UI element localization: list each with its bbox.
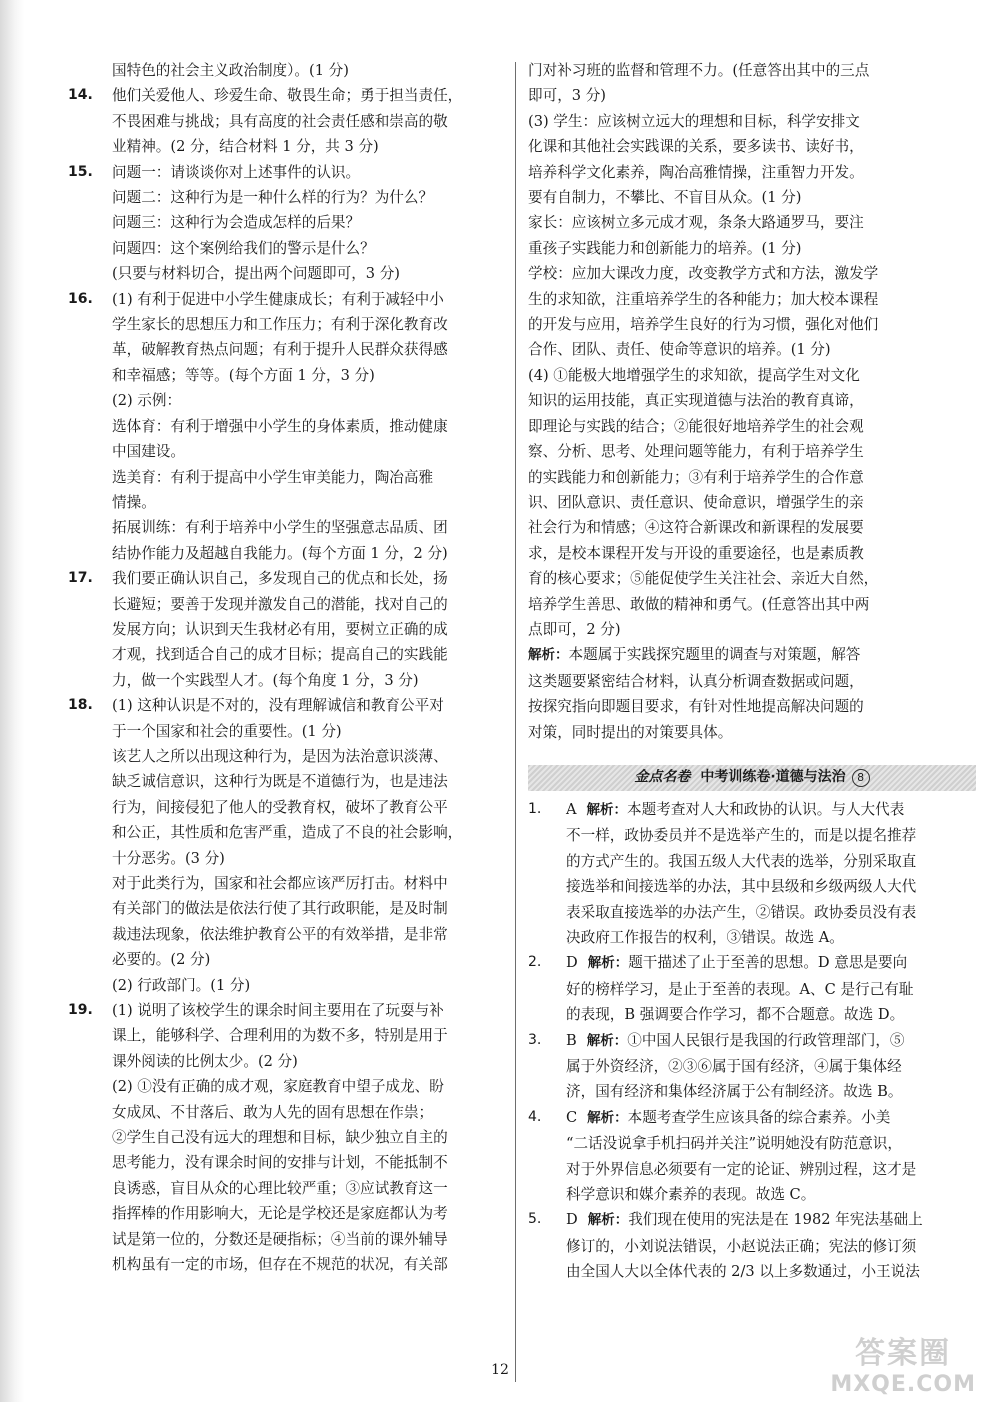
continuation-line: 社会行为和情感；④这符合新课改和新课程的发展要 (528, 519, 864, 537)
answer-line: 我们现在使用的宪法是在 1982 年宪法基础上 (628, 1211, 923, 1229)
continuation-line: 的开发与应用，培养学生良好的行为习惯，强化对他们 (528, 316, 879, 334)
question-line: 才观，找到适合自己的成才目标；提高自己的实践能 (112, 646, 448, 664)
analysis-label: 解析： (587, 1109, 628, 1126)
answer-item (528, 950, 976, 1027)
answer-line: 由全国人大以全体代表的 2/3 以上多数通过，小王说法 (566, 1263, 920, 1281)
left-column (68, 58, 508, 1278)
question-line: 指挥棒的作用影响大，无论是学校还是家庭都认为考 (112, 1205, 448, 1223)
watermark (830, 1328, 976, 1397)
question-line: 机构虽有一定的市场，但存在不规范的状况，有关部 (112, 1256, 448, 1274)
continuation-line: 的实践能力和创新能力；③有利于培养学生的合作意 (528, 468, 864, 486)
question-item (68, 83, 508, 159)
analysis-line: 按探究指向即题目要求，有针对性地提高解决问题的 (528, 698, 864, 716)
question-line: 和公正，其性质和危害严重，造成了不良的社会影响， (112, 824, 463, 842)
continuation-line: 重孩子实践能力和创新能力的培养。(1 分) (528, 239, 802, 257)
analysis-label: 解析： (587, 1212, 629, 1229)
continuation-line: 知识的运用技能，真正实现道德与法治的教育真谛， (528, 392, 864, 410)
continuation-line: 门对补习班的监督和管理不力。(任意答出其中的三点 (528, 62, 870, 79)
question-number: 16. (68, 290, 93, 307)
answer-letter: D (566, 1211, 578, 1229)
answer-number: 5. (528, 1211, 542, 1228)
section-banner (528, 765, 976, 791)
answer-line: ①中国人民银行是我国的行政管理部门，⑤ (627, 1031, 905, 1049)
question-line: 必要的。(2 分) (112, 951, 211, 969)
question-number: 15. (68, 163, 93, 180)
question-item (68, 287, 508, 566)
answer-line: “二话没说拿手机扫码并关注”说明她没有防范意识， (566, 1135, 902, 1153)
answer-number: 4. (528, 1108, 542, 1125)
continuation-line: 合作、团队、责任、使命等意识的培养。(1 分) (528, 341, 831, 359)
question-line: 问题一：请谈谈你对上述事件的认识。 (112, 163, 361, 181)
continuation-line: 学校：应加大课改力度，改变教学方式和方法，激发学 (528, 265, 879, 283)
answer-line: 决政府工作报告的权利，③错误。故选 A。 (566, 929, 844, 946)
question-line: 缺乏诚信意识，这种行为既是不道德行为，也是违法 (112, 773, 448, 791)
answer-number: 2. (528, 954, 542, 971)
analysis-label: 解析： (528, 647, 569, 664)
answer-line: 题干描述了止于至善的思想。D 意思是要向 (628, 954, 908, 972)
question-line: 该艺人之所以出现这种行为，是因为法治意识淡薄、 (112, 747, 448, 765)
continuation-line: 生的求知欲，注重培养学生的各种能力；加大校本课程 (528, 290, 879, 308)
question-line: (只要与材料切合，提出两个问题即可，3 分) (112, 265, 401, 283)
question-line: 长避短；要善于发现并激发自己的潜能，找对自己的 (112, 595, 448, 613)
answer-number: 1. (528, 800, 542, 817)
banner-title: 中考训练卷·道德与法治 (700, 769, 846, 786)
answer-line: 科学意识和媒介素养的表现。故选 C。 (566, 1186, 816, 1204)
answer-line: 属于外资经济，②③⑥属于国有经济，④属于集体经 (566, 1058, 902, 1076)
continuation-line: 培养科学文化素养，陶冶高雅情操，注重智力开发。 (528, 163, 864, 181)
question-item (68, 998, 508, 1277)
answer-item (528, 797, 976, 950)
answer-letter: D (566, 954, 578, 972)
continuation-line: 即可，3 分) (528, 87, 606, 105)
question-line: 问题二：这种行为是一种什么样的行为？为什么？ (112, 189, 434, 207)
answer-line: 济，国有经济和集体经济属于公有制经济。故选 B。 (566, 1083, 903, 1101)
column-divider (515, 62, 516, 1382)
continuation-line: 即理论与实践的结合；②能很好地培养学生的社会观 (528, 417, 864, 435)
question-line: 裁违法现象，依法维护教育公平的有效举措，是非常 (112, 925, 448, 943)
question-line: 我们要正确认识自己，多发现自己的优点和长处，扬 (112, 570, 448, 588)
answer-letter: B (566, 1031, 577, 1049)
analysis-line: 本题属于实践探究题里的调查与对策题，解答 (568, 646, 861, 664)
page-number: 12 (491, 1362, 509, 1378)
question-line: (2) 行政部门。(1 分) (112, 976, 251, 994)
answer-line: 对于外界信息必须要有一定的论证、辨别过程，这才是 (566, 1160, 917, 1178)
question-line: 于一个国家和社会的重要性。(1 分) (112, 722, 342, 740)
question-line: 对于此类行为，国家和社会都应该严厉打击。材料中 (112, 875, 448, 892)
answer-letter: C (566, 1108, 578, 1126)
question-line: 结协作能力及超越自我能力。(每个方面 1 分，2 分) (112, 544, 448, 562)
continuation-line: (3) 学生：应该树立远大的理想和目标，科学安排文 (528, 112, 860, 130)
answer-list (528, 797, 976, 1285)
intro-line: 国特色的社会主义政治制度）。(1 分) (112, 62, 349, 79)
question-line: 行为，间接侵犯了他人的受教育权，破坏了教育公平 (112, 798, 448, 816)
scan-edge (0, 0, 24, 1402)
question-line: 问题三：这种行为会造成怎样的后果？ (112, 214, 361, 232)
answer-line: 好的榜样学习，是止于至善的表现。A、C 是行己有耻 (566, 980, 914, 998)
q19-continuation (528, 58, 976, 642)
question-number: 17. (68, 570, 93, 587)
question-line: ②学生自己没有远大的理想和目标，缺少独立自主的 (112, 1129, 448, 1147)
answer-item (528, 1028, 976, 1105)
answer-line: 本题考查对人大和政协的认识。与人大代表 (627, 800, 905, 818)
answer-item (528, 1207, 976, 1284)
question-line: 学生家长的思想压力和工作压力；有利于深化教育改 (112, 316, 448, 334)
question-line: 业精神。(2 分，结合材料 1 分，共 3 分) (112, 138, 379, 156)
question-line: 良诱惑，盲目从众的心理比较严重；③应试教育这一 (112, 1179, 448, 1197)
continuation-line: 察、分析、思考、处理问题等能力，有利于培养学生 (528, 443, 864, 461)
question-line: (2) ①没有正确的成才观，家庭教育中望子成龙、盼 (112, 1078, 444, 1096)
question-line: 中国建设。 (112, 443, 185, 461)
answer-letter: A (566, 800, 577, 818)
question-line: 试是第一位的，分数还是硬指标；④当前的课外辅导 (112, 1230, 448, 1248)
analysis-label: 解析： (586, 1032, 628, 1049)
watermark-site: MXQE.COM (830, 1372, 976, 1397)
banner-number: 8 (852, 769, 870, 787)
question-line: 课外阅读的比例太少。(2 分) (112, 1052, 298, 1070)
question-line: (1) 说明了该校学生的课余时间主要用在了玩耍与补 (112, 1002, 444, 1020)
question-line: 选美育：有利于提高中小学生审美能力，陶冶高雅 (112, 468, 434, 486)
question-line: 思考能力，没有课余时间的安排与计划，不能抵制不 (112, 1154, 448, 1172)
question-line: 他们关爱他人、珍爱生命、敬畏生命；勇于担当责任， (112, 87, 463, 105)
question-line: 不畏困难与挑战；具有高度的社会责任感和崇高的敬 (112, 112, 448, 130)
answer-item (528, 1105, 976, 1208)
question-item (68, 160, 508, 287)
answer-line: 的方式产生的。我国五级人大代表的选举，分别采取直 (566, 852, 917, 870)
question-line: 和幸福感；等等。(每个方面 1 分，3 分) (112, 366, 375, 384)
question-line: 选体育：有利于增强中小学生的身体素质，推动健康 (112, 417, 448, 435)
question-line: (1) 这种认识是不对的，没有理解诚信和教育公平对 (112, 697, 444, 715)
continuation-line: 要有自制力，不攀比、不盲目从众。(1 分) (528, 189, 802, 207)
continuation-line: 家长：应该树立多元成才观，条条大路通罗马，要注 (528, 214, 864, 232)
continuation-line: 识、团队意识、责任意识、使命意识，增强学生的亲 (528, 493, 864, 511)
question-number: 19. (68, 1002, 93, 1019)
question-line: 力，做一个实践型人才。(每个角度 1 分，3 分) (112, 671, 419, 689)
continuation-line: 化课和其他社会实践课的关系，要多读书、读好书， (528, 138, 864, 156)
continuation-line: (4) ①能极大地增强学生的求知欲，提高学生对文化 (528, 366, 860, 384)
analysis-label: 解析： (586, 801, 628, 818)
answer-number: 3. (528, 1031, 542, 1048)
question-number: 18. (68, 697, 93, 714)
continuation-line: 点即可，2 分) (528, 620, 621, 638)
question-number: 14. (68, 87, 93, 104)
question-line: 十分恶劣。(3 分) (112, 849, 225, 867)
answer-line: 修订的，小刘说法错误，小赵说法正确；宪法的修订须 (566, 1237, 917, 1255)
question-line: 拓展训练：有利于培养中小学生的坚强意志品质、团 (112, 519, 448, 537)
watermark-logo: 答案圈 (855, 1336, 952, 1371)
answer-line: 接选举和间接选举的办法，其中县级和乡级两级人大代 (566, 878, 917, 896)
answer-line: 本题考查学生应该具备的综合素养。小美 (627, 1108, 891, 1126)
analysis-label: 解析： (587, 955, 629, 972)
question-line: 女成凤、不甘落后、敢为人先的固有思想在作祟； (112, 1103, 434, 1121)
right-column (528, 58, 976, 1285)
analysis-line: 这类题要紧密结合材料，认真分析调查数据或问题， (528, 672, 864, 690)
question-line: 有关部门的做法是依法行使了其行政职能，是及时制 (112, 900, 448, 918)
analysis-line: 对策，同时提出的对策要具体。 (528, 723, 733, 741)
question-line: 课上，能够科学、合理利用的为数不多，特别是用于 (112, 1027, 448, 1045)
continuation-line: 培养学生善思、敢做的精神和勇气。(任意答出其中两 (528, 595, 870, 613)
question-list (68, 83, 508, 1277)
question-line: 革，破解教育热点问题；有利于提升人民群众获得感 (112, 341, 448, 359)
continuation-line: 求，是校本课程开发与开设的重要途径，也是素质教 (528, 544, 864, 562)
question-line: 问题四：这个案例给我们的警示是什么？ (112, 239, 375, 257)
question-line: (1) 有利于促进中小学生健康成长；有利于减轻中小 (112, 290, 444, 308)
answer-line: 表采取直接选举的办法产生，②错误。政协委员没有表 (566, 903, 917, 921)
continuation-line: 育的核心要求；⑤能促使学生关注社会、亲近大自然， (528, 570, 879, 588)
question-line: (2) 示例： (112, 392, 182, 410)
question-line: 情操。 (112, 493, 156, 511)
analysis-block (528, 642, 976, 745)
banner-brand: 金点名卷 (634, 769, 691, 786)
answer-line: 不一样，政协委员并不是选举产生的，而是以提名推荐 (566, 827, 917, 845)
question-item (68, 566, 508, 693)
question-item (68, 693, 508, 998)
question-line: 发展方向；认识到天生我材必有用，要树立正确的成 (112, 620, 448, 638)
answer-line: 的表现，B 强调要合作学习，都不合题意。故选 D。 (566, 1006, 905, 1024)
